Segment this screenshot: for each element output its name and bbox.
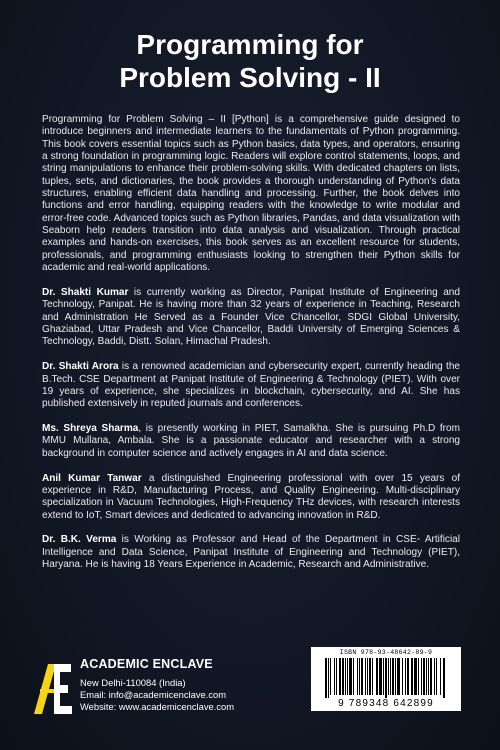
isbn-label: ISBN 978-93-48642-89-9	[339, 649, 433, 656]
barcode-bar	[440, 658, 441, 695]
barcode-bar	[411, 658, 413, 695]
author-name: Anil Kumar Tanwar	[42, 472, 142, 484]
publisher-name: ACADEMIC ENCLAVE	[80, 657, 213, 671]
logo-a-crossbar	[40, 689, 54, 693]
barcode-bar	[336, 658, 337, 695]
publisher-website: Website: www.academicenclave.com	[80, 701, 235, 712]
barcode-bar	[361, 658, 363, 695]
barcode-bar	[428, 658, 429, 695]
barcode-bar	[334, 658, 335, 695]
barcode-bar	[369, 658, 371, 695]
author-name: Dr. Shakti Kumar	[42, 286, 129, 298]
barcode-bars	[325, 658, 447, 698]
barcode-bar	[383, 658, 384, 695]
barcode-bar	[359, 658, 360, 695]
author-bio-text: , is presently working in PIET, Samalkha. She is pursuing Ph.D from MMU Mullana, Ambala. She is a passionate educator and researcher with a strong background in computer science and actively engages in AI and data science.	[42, 423, 460, 459]
barcode-bar	[421, 658, 422, 695]
barcode-bar	[372, 658, 373, 695]
barcode-digits: 9 789348 642899	[338, 698, 434, 709]
title-line-1: Programming for	[136, 29, 364, 60]
barcode-bar	[365, 658, 366, 695]
author-bio	[42, 473, 460, 522]
publisher-block	[34, 654, 274, 724]
barcode-bar	[392, 658, 394, 695]
barcode-bar	[328, 658, 329, 698]
back-cover-text	[42, 114, 460, 584]
academic-enclave-logo-icon	[34, 658, 74, 718]
title-line-2: Problem Solving - II	[119, 62, 381, 93]
publisher-email: Email: info@academicenclave.com	[80, 689, 227, 700]
author-name: Dr. B.K. Verma	[42, 534, 117, 546]
barcode-bar	[388, 658, 389, 695]
barcode-bar	[407, 658, 409, 695]
barcode-bar	[443, 658, 445, 698]
barcode-bar	[357, 658, 358, 695]
author-bio-text: a distinguished Engineering professional with over 15 years of experience in R&D, Manufacturing Process, and Quality Engineering. Multi-disciplinary specialization in Vacuum Technologies, High-Frequency THz devices, with research interests extend to IoT, Smart devices and dedicated to advancing innovation in R&D.	[42, 472, 460, 521]
barcode-bar	[379, 658, 382, 695]
barcode-bar	[397, 658, 400, 695]
author-bio	[42, 534, 460, 571]
barcode-bar	[430, 658, 432, 695]
barcode-bar	[353, 658, 354, 695]
barcode-bar	[436, 658, 437, 695]
barcode-bar	[418, 658, 419, 695]
author-name: Dr. Shakti Arora	[42, 361, 119, 373]
barcode-bar	[339, 658, 341, 695]
barcode-bar	[330, 658, 331, 695]
barcode-bar	[414, 658, 417, 695]
logo-e-stem	[54, 664, 60, 714]
isbn-barcode	[311, 647, 461, 711]
author-bio	[42, 423, 460, 460]
barcode-bar	[347, 658, 348, 695]
barcode-bar	[395, 658, 396, 695]
barcode-bar	[434, 658, 435, 695]
barcode-bar	[385, 658, 387, 698]
book-description: Programming for Problem Solving – II [Python] is a comprehensive guide designed to introduce beginners and intermediate learners to the fundamentals of Python programming. This book covers essential topics such as Python basics, data types, and operators, ensuring a strong foundation in programming logic. Readers will explore control statements, loops, and string manipulations to enhance their problem-solving skills. With dedicated chapters on lists, tuples, sets, and dictionaries, the book provides a thorough understanding of Python's data structures, enabling efficient data handling and processing. Further, the book delves into functions and error handling, equipping readers with the knowledge to write modular and error-free code. Advanced topics such as Python libraries, Pandas, and data visualization with Seaborn help readers transition into data analysis and visualization. Through practical examples and hands-on exercises, this book serves as an excellent resource for students, professionals, and programming enthusiasts looking to strengthen their Python skills for academic and real-world applications.	[42, 114, 460, 274]
barcode-bar	[342, 658, 344, 695]
barcode-bar	[367, 658, 368, 695]
barcode-bar	[345, 658, 346, 695]
book-title	[0, 28, 500, 94]
author-bio-text: is currently working as Director, Panipat Institute of Engineering and Technology, Panipat. He is having more than 32 years of experience in Teaching, Research and Administration He Served as a Founder Vice Chancellor, SDGI Global University, Ghaziabad, Uttar Pradesh and Vice Chancellor, Baddi University of Emerging Sciences & Technology, Baddi, Distt. Solan, Himachal Pradesh.	[42, 286, 460, 348]
author-bio	[42, 287, 460, 349]
author-bio-text: is a renowned academician and cybersecurity expert, currently heading the B.Tech. CSE Department at Panipat Institute of Engineering & Technology (PIET). With over 19 years of experience, she specializes in blockchain, cybersecurity, and AI. She has published extensively in reputed journals and conferences.	[42, 361, 461, 410]
author-bio	[42, 361, 460, 410]
barcode-bar	[325, 658, 327, 698]
barcode-bar	[426, 658, 427, 695]
author-name: Ms. Shreya Sharma	[42, 423, 139, 435]
barcode-bar	[405, 658, 406, 695]
publisher-address: New Delhi-110084 (India)	[80, 677, 186, 688]
barcode-bar	[376, 658, 378, 695]
author-bio-text: is Working as Professor and Head of the Department in CSE- Artificial Intelligence and Data Science, Panipat Institute of Engineering and Technology (PIET), Haryana. He is having 18 Years Experience in Academic, Research and Administrative.	[42, 534, 460, 571]
barcode-bar	[423, 658, 425, 695]
barcode-bar	[349, 658, 352, 695]
barcode-bar	[390, 658, 391, 695]
barcode-bar	[402, 658, 403, 695]
